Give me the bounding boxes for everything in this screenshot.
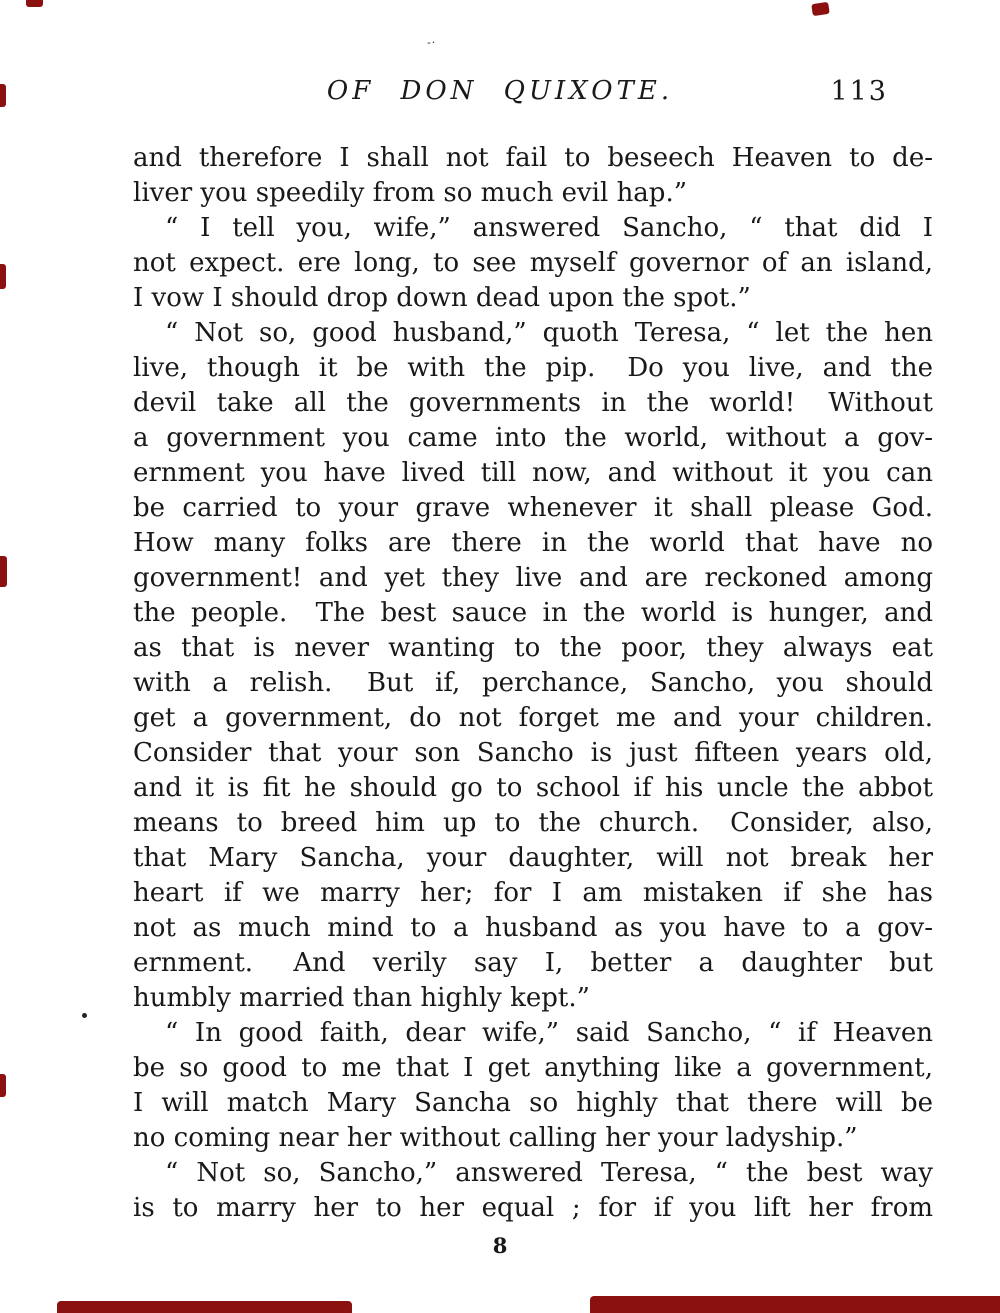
text-line: live, though it be with the pip. Do you live, and the bbox=[133, 353, 933, 383]
text-line: “ Not so, Sancho,” answered Teresa, “ the best way bbox=[165, 1158, 933, 1188]
ink-speck-margin bbox=[82, 1013, 87, 1018]
text-line: not expect. ere long, to see myself governor of an island, bbox=[133, 248, 933, 278]
text-line: “ Not so, good husband,” quoth Teresa, “ let the hen bbox=[165, 318, 933, 348]
scan-mark-left-1 bbox=[0, 84, 6, 107]
page-body bbox=[133, 141, 933, 1226]
page-number: 113 bbox=[830, 76, 888, 107]
text-line: be carried to your grave whenever it shall please God. bbox=[133, 493, 933, 523]
text-line: I will match Mary Sancha so highly that there will be bbox=[133, 1088, 933, 1118]
text-line: with a relish. But if, perchance, Sancho, you should bbox=[133, 668, 933, 698]
text-line: government! and yet they live and are reckoned among bbox=[133, 563, 933, 593]
text-line: be so good to me that I get anything like a government, bbox=[133, 1053, 933, 1083]
text-line: ernment. And verily say I, better a daughter but bbox=[133, 948, 933, 978]
text-line: not as much mind to a husband as you have to a gov- bbox=[133, 913, 933, 943]
ink-speck-top: -· bbox=[427, 36, 437, 49]
text-line: humbly married than highly kept.” bbox=[133, 983, 590, 1013]
text-line: no coming near her without calling her your ladyship.” bbox=[133, 1123, 858, 1153]
scan-mark-left-2 bbox=[0, 264, 6, 289]
running-title: OF DON QUIXOTE. bbox=[326, 76, 674, 106]
scan-mark-bottom-left bbox=[57, 1301, 352, 1313]
scan-mark-left-4 bbox=[0, 1074, 6, 1097]
text-line: the people. The best sauce in the world is hunger, and bbox=[133, 598, 933, 628]
text-line: ernment you have lived till now, and without it you can bbox=[133, 458, 933, 488]
text-line: “ In good faith, dear wife,” said Sancho, “ if Heaven bbox=[165, 1018, 933, 1048]
text-line: means to breed him up to the church. Consider, also, bbox=[133, 808, 933, 838]
scan-mark-top-right bbox=[811, 2, 830, 16]
text-line: “ I tell you, wife,” answered Sancho, “ that did I bbox=[165, 213, 933, 243]
text-line: heart if we marry her; for I am mistaken if she has bbox=[133, 878, 933, 908]
text-line: and therefore I shall not fail to beseech Heaven to de- bbox=[133, 143, 933, 173]
text-line: and it is fit he should go to school if his uncle the abbot bbox=[133, 773, 933, 803]
text-line: devil take all the governments in the world! Without bbox=[133, 388, 933, 418]
text-line: as that is never wanting to the poor, they always eat bbox=[133, 633, 933, 663]
page-header bbox=[0, 76, 1000, 114]
scan-mark-top-left bbox=[26, 0, 43, 7]
text-line: a government you came into the world, without a gov- bbox=[133, 423, 933, 453]
text-line: Consider that your son Sancho is just fifteen years old, bbox=[133, 738, 933, 768]
text-line: liver you speedily from so much evil hap.” bbox=[133, 178, 688, 208]
text-line: that Mary Sancha, your daughter, will not break her bbox=[133, 843, 933, 873]
text-line: get a government, do not forget me and your children. bbox=[133, 703, 933, 733]
scan-mark-bottom-right bbox=[590, 1296, 1000, 1313]
text-line: I vow I should drop down dead upon the spot.” bbox=[133, 283, 751, 313]
scan-mark-left-3 bbox=[0, 556, 7, 587]
signature-mark: 8 bbox=[492, 1233, 508, 1258]
text-line: is to marry her to her equal ; for if you lift her from bbox=[133, 1193, 933, 1223]
text-line: How many folks are there in the world that have no bbox=[133, 528, 933, 558]
